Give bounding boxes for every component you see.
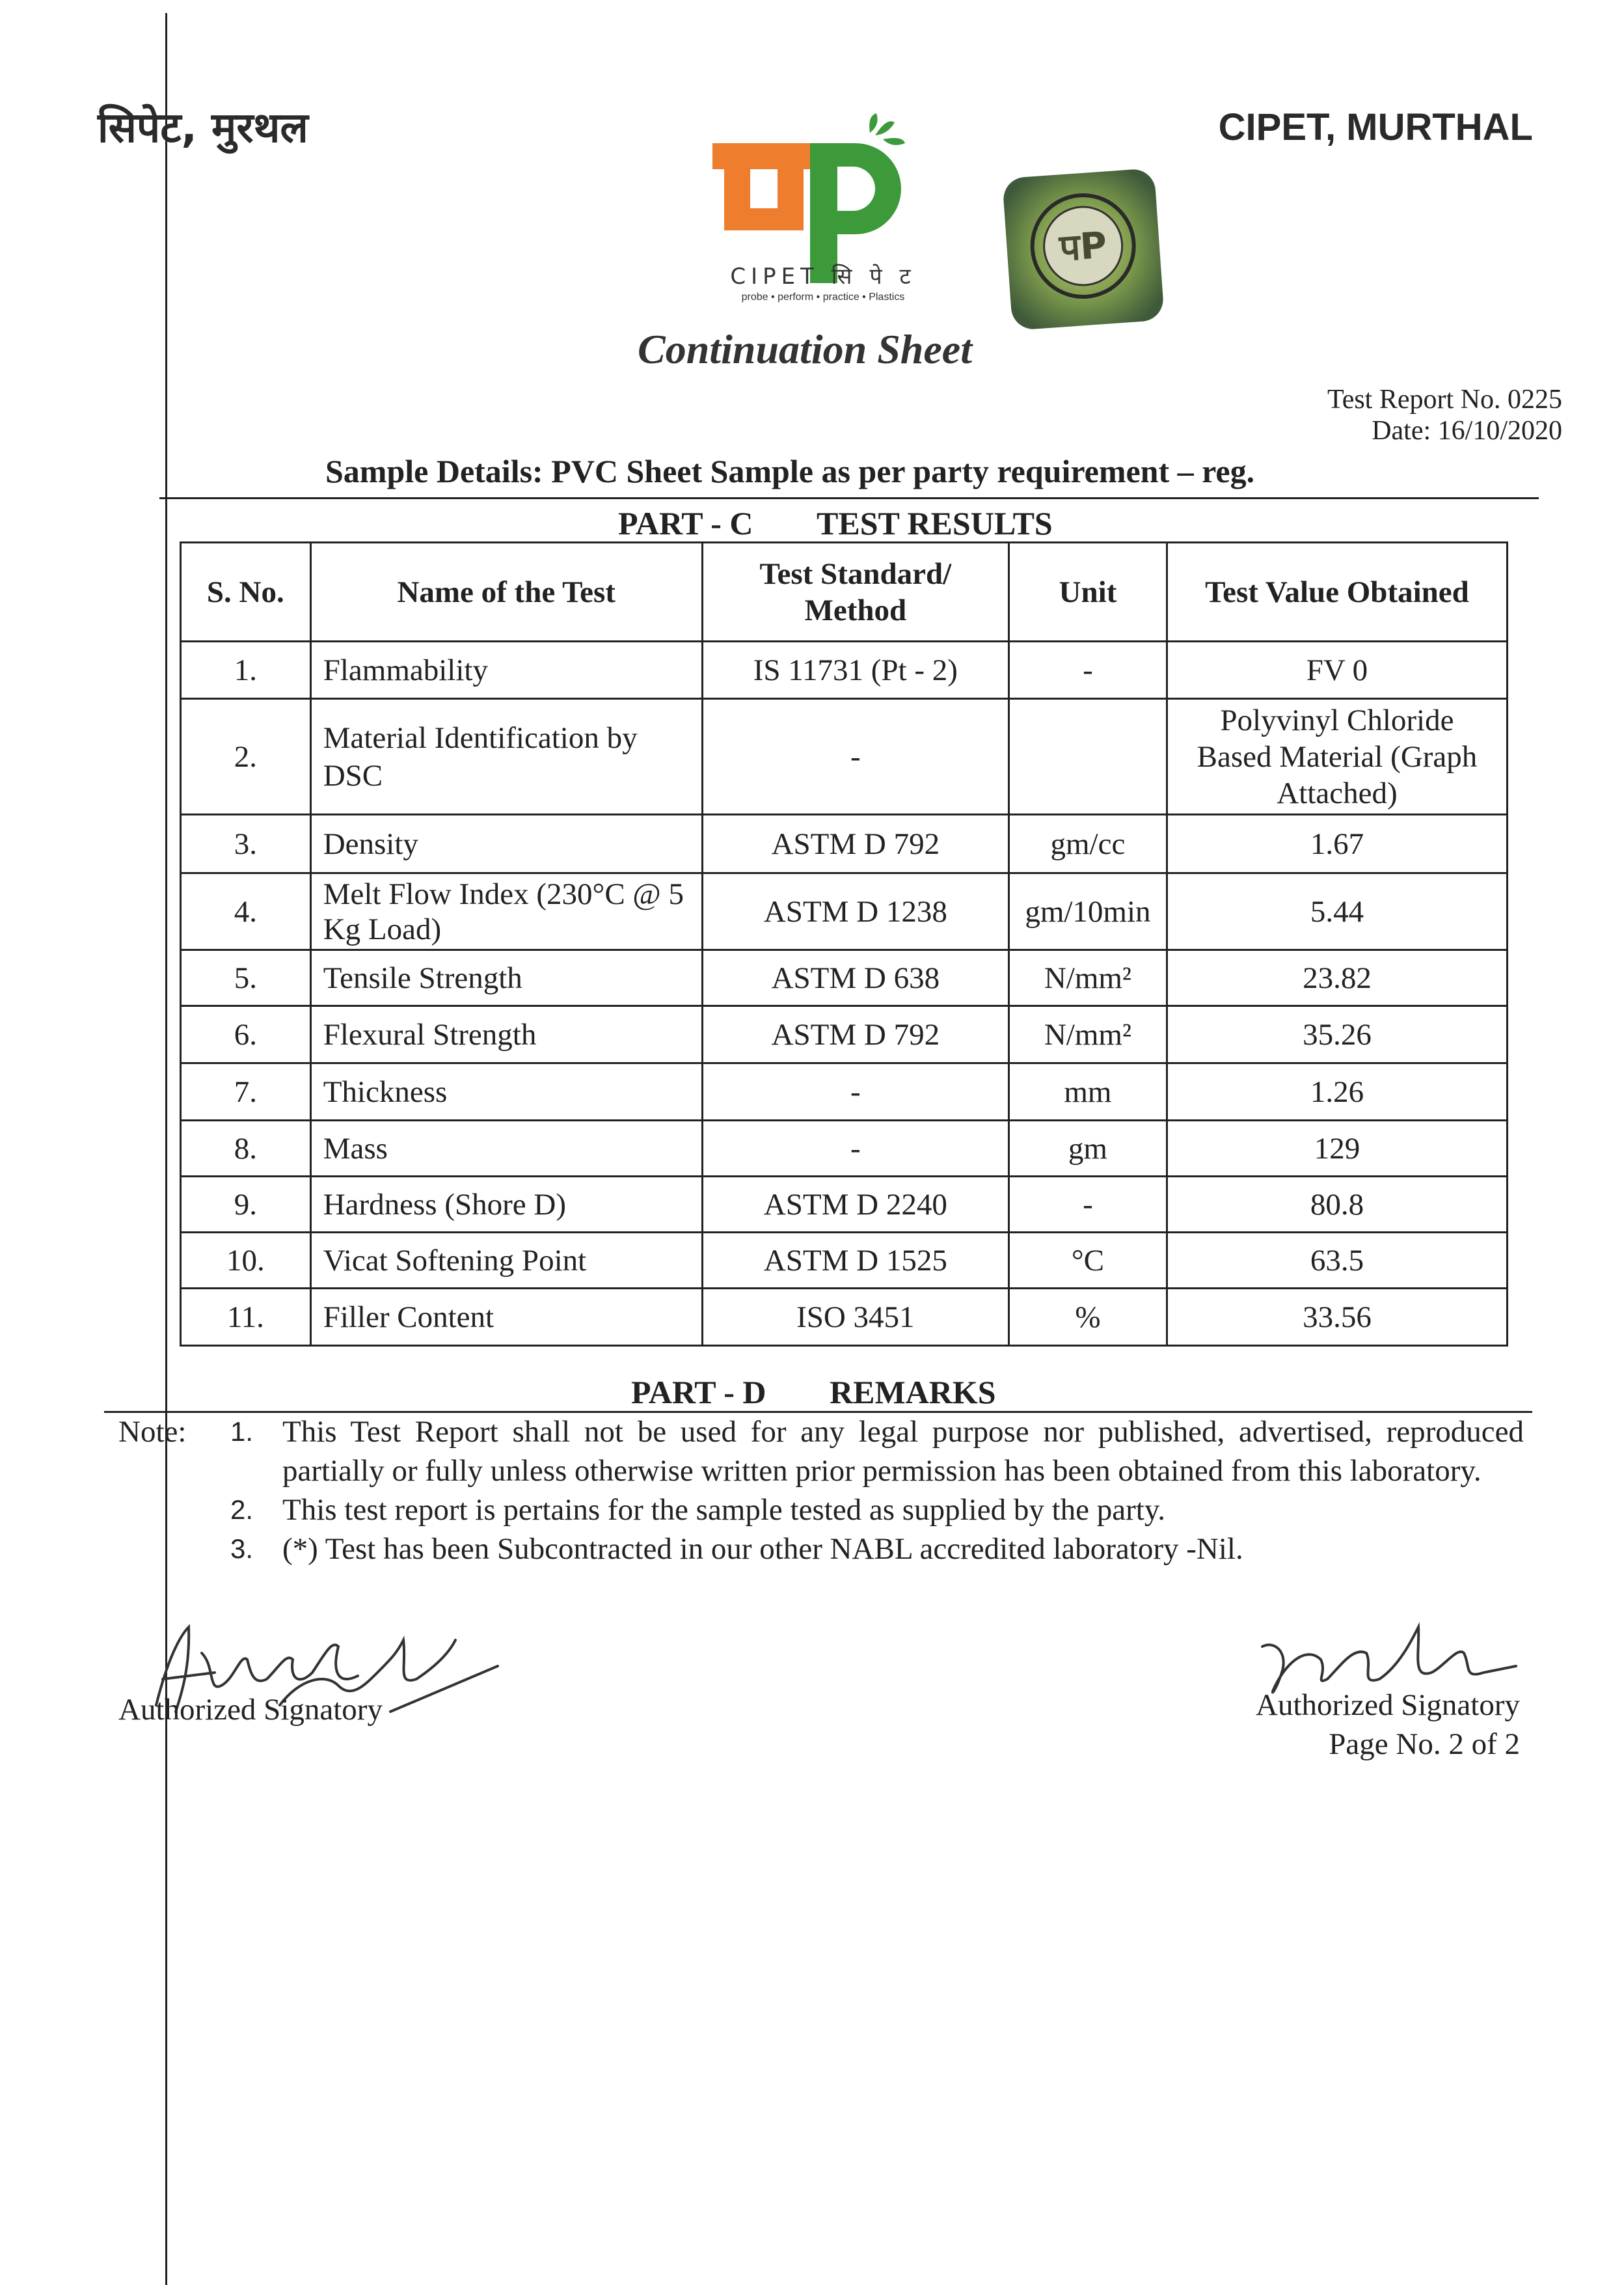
test-name-cell: Hardness (Shore D) [310,1177,702,1233]
sno-cell: 1. [181,642,311,699]
method-cell: - [702,699,1008,815]
note-text: (*) Test has been Subcontracted in our other NABL accredited laboratory -Nil. [282,1532,1243,1566]
right-authorized-signatory: Authorized Signatory [1256,1688,1520,1722]
table-row [181,699,1508,815]
value-cell: 80.8 [1167,1177,1507,1233]
page-number: Page No. 2 of 2 [1329,1727,1520,1761]
value-cell: 1.67 [1167,815,1507,873]
section-divider [159,497,1539,499]
method-cell: - [702,1121,1008,1177]
part-d-label: PART - D [631,1374,766,1410]
sheet-title: Continuation Sheet [638,326,972,372]
remarks-notes [118,1412,1524,1568]
sno-cell: 7. [181,1063,311,1121]
method-cell: IS 11731 (Pt - 2) [702,642,1008,699]
hologram-seal-icon [997,163,1171,336]
note-text: This Test Report shall not be used for any legal purpose nor published, advertised, reproduced partially or fully unless otherwise written prior permission has been obtained from this laboratory. [282,1415,1524,1488]
value-cell: 63.5 [1167,1233,1507,1289]
note-item [118,1490,1524,1529]
test-name-cell: Density [310,815,702,873]
test-name-cell: Vicat Softening Point [310,1233,702,1289]
table-row [181,1233,1508,1289]
value-cell: 5.44 [1167,873,1507,950]
method-cell: ISO 3451 [702,1289,1008,1346]
column-header: Test Value Obtained [1167,543,1507,642]
sno-cell: 11. [181,1289,311,1346]
logo-wordmark: CIPET सि पे ट [730,264,916,290]
note-label: Note: [118,1415,187,1449]
unit-cell: °C [1008,1233,1167,1289]
logo-tagline: probe • perform • practice • Plastics [741,292,905,303]
unit-cell [1008,699,1167,815]
sno-cell: 2. [181,699,311,815]
value-cell: 33.56 [1167,1289,1507,1346]
column-header: Test Standard/ Method [702,543,1008,642]
value-cell: 35.26 [1167,1006,1507,1063]
unit-cell: - [1008,642,1167,699]
sno-cell: 5. [181,950,311,1006]
test-name-cell: Thickness [310,1063,702,1121]
column-header: S. No. [181,543,311,642]
value-cell: 23.82 [1167,950,1507,1006]
table-row [181,1121,1508,1177]
note-text: This test report is pertains for the sample tested as supplied by the party. [282,1493,1166,1527]
unit-cell: N/mm² [1008,950,1167,1006]
note-item [118,1412,1524,1490]
table-row [181,815,1508,873]
unit-cell: gm/10min [1008,873,1167,950]
unit-cell: N/mm² [1008,1006,1167,1063]
report-date: Date: 16/10/2020 [1372,416,1562,446]
test-name-cell: Flexural Strength [310,1006,702,1063]
test-name-cell: Flammability [310,642,702,699]
table-row [181,950,1508,1006]
test-name-cell: Tensile Strength [310,950,702,1006]
part-c-label: PART - C [618,505,753,541]
value-cell: 129 [1167,1121,1507,1177]
org-name-english: CIPET, MURTHAL [1218,106,1533,148]
test-name-cell: Melt Flow Index (230°C @ 5 Kg Load) [310,873,702,950]
unit-cell: gm/cc [1008,815,1167,873]
unit-cell: - [1008,1177,1167,1233]
note-item [118,1529,1524,1568]
org-name-hindi: सिपेट, मुरथल [98,104,308,152]
method-cell: ASTM D 792 [702,815,1008,873]
value-cell: Polyvinyl Chloride Based Material (Graph Attached) [1167,699,1507,815]
sno-cell: 9. [181,1177,311,1233]
method-cell: ASTM D 1525 [702,1233,1008,1289]
report-meta [1327,384,1562,446]
table-header-row [181,543,1508,642]
svg-text:पP: पP [1058,224,1109,270]
value-cell: FV 0 [1167,642,1507,699]
sno-cell: 8. [181,1121,311,1177]
note-number: 3. [230,1533,254,1564]
test-name-cell: Material Identification by DSC [310,699,702,815]
sno-cell: 10. [181,1233,311,1289]
column-header: Name of the Test [310,543,702,642]
unit-cell: mm [1008,1063,1167,1121]
margin-line [165,13,167,2285]
table-row [181,1289,1508,1346]
table-row [181,642,1508,699]
test-name-cell: Mass [310,1121,702,1177]
table-row [181,1063,1508,1121]
table-row [181,1006,1508,1063]
unit-cell: % [1008,1289,1167,1346]
value-cell: 1.26 [1167,1063,1507,1121]
method-cell: ASTM D 638 [702,950,1008,1006]
sno-cell: 3. [181,815,311,873]
report-number: Test Report No. 0225 [1327,385,1562,415]
method-cell: ASTM D 1238 [702,873,1008,950]
test-name-cell: Filler Content [310,1289,702,1346]
test-results-table [180,541,1508,1347]
note-number: 1. [230,1416,254,1447]
note-number: 2. [230,1494,254,1525]
method-cell: ASTM D 2240 [702,1177,1008,1233]
left-authorized-signatory: Authorized Signatory [118,1693,383,1727]
column-header: Unit [1008,543,1167,642]
sno-cell: 4. [181,873,311,950]
sample-details: Sample Details: PVC Sheet Sample as per party requirement – reg. [325,453,1255,489]
unit-cell: gm [1008,1121,1167,1177]
method-cell: ASTM D 792 [702,1006,1008,1063]
table-row [181,873,1508,950]
method-cell: - [702,1063,1008,1121]
part-d-title: REMARKS [830,1374,996,1410]
part-c-title: TEST RESULTS [817,505,1053,541]
right-signature-block [1256,1686,1520,1764]
table-row [181,1177,1508,1233]
sno-cell: 6. [181,1006,311,1063]
